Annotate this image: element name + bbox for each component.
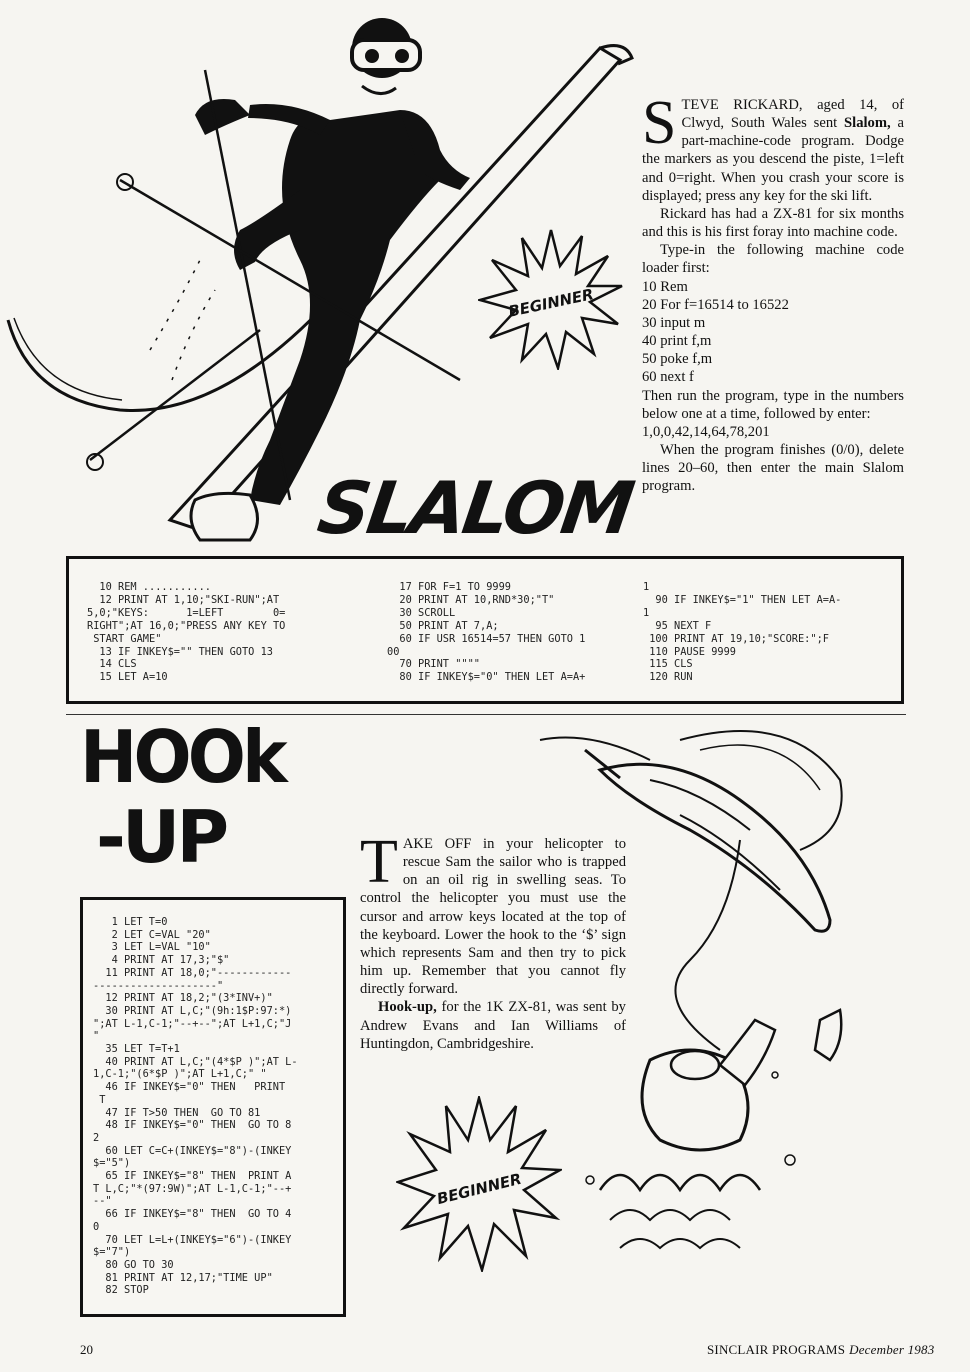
slalom-dropcap: S (642, 89, 677, 157)
slalom-para5: When the program finishes (0/0), delete lines 20–60, then enter the main Slalom program. (642, 441, 904, 495)
slalom-listing (66, 556, 904, 704)
slalom-intro-bold: Slalom, (844, 115, 891, 132)
slalom-para3: Type-in the following machine code loader first: (642, 242, 904, 277)
page-number: 20 (80, 1342, 93, 1357)
slalom-para2: Rickard has had a ZX-81 for six months and this is his first foray into machine code. (642, 205, 904, 241)
beginner-badge-label: BEGINNER (435, 1169, 524, 1209)
loader-line: 20 For f=16514 to 16522 (642, 296, 789, 313)
beginner-badge-label: BEGINNER (506, 285, 596, 321)
slalom-intro-lead: TEVE RICKARD, aged 14, of Clwyd, South Wales sent (681, 97, 904, 132)
magazine-name: SINCLAIR PROGRAMS (707, 1342, 846, 1357)
slalom-machine-code-numbers: 1,0,0,42,14,64,78,201 (642, 423, 770, 440)
beginner-badge-slalom (478, 228, 624, 370)
slalom-listing-col-1: 10 REM ........... 12 PRINT AT 1,10;"SKI-RUN";AT 5,0;"KEYS: 1=LEFT 0= RIGHT";AT 16,0;"PRESS ANY KEY TO START GAME" 13 IF INKEY$="" THEN GOTO 13 14 CLS 15 LET A=10 (87, 581, 286, 684)
hookup-listing-code: 1 LET T=0 2 LET C=VAL "20" 3 LET L=VAL "10" 4 PRINT AT 17,3;"$" 11 PRINT AT 18,0;"------------ --------------------" 12 PRINT AT 18,2;"(3*INV+)" 30 PRINT AT L,C;"(9h:1$P:97:*) ";AT L-1,C-1;"--+--";AT L+1,C;"J " 35 LET T=T+1 40 PRINT AT L,C;"(4*$P )";AT L- 1,C-1;"(6*$P )";AT L+1,C;" " 46 IF INKEY$="0" THEN PRINT T 47 IF T>50 THEN GO TO 81 48 IF INKEY$="0" THEN GO TO 8 2 60 LET C=C+(INKEY$="8")-(INKEY $="5") 65 IF INKEY$="8" THEN PRINT A T L,C;"*(97:9W)";AT L-1,C-1;"--+ --" 66 IF INKEY$="8" THEN GO TO 4 0 70 LET L=L+(INKEY$="6")-(INKEY $="7") 80 GO TO 30 81 PRINT AT 12,17;"TIME UP" 82 STOP (93, 916, 298, 1297)
loader-line: 40 print f,m (642, 333, 712, 350)
slalom-listing-col-3: 1 90 IF INKEY$="1" THEN LET A=A- 1 95 NEXT F 100 PRINT AT 19,10;"SCORE:";F 110 PAUSE 9999 115 CLS 120 RUN (643, 581, 842, 684)
beginner-badge-hookup (396, 1096, 562, 1272)
magazine-footer (707, 1342, 934, 1358)
slalom-para4: Then run the program, type in the numbers below one at a time, followed by enter: (642, 387, 904, 422)
issue-date: December 1983 (849, 1342, 935, 1357)
slalom-intro-rest: a part-machine-code program. Dodge the markers as you descend the piste, 1=left and 0=right. When you crash your score is displayed; press any key for the ski lift. (642, 115, 904, 204)
hookup-listing (80, 897, 346, 1317)
hookup-para2-rest: for the 1K ZX-81, was sent by Andrew Evans and Ian Williams of Huntingdon, Cambridgeshire. (360, 999, 626, 1052)
slalom-article (642, 89, 904, 495)
loader-line: 50 poke f,m (642, 351, 713, 368)
hookup-dropcap: T (360, 828, 398, 896)
hookup-para2-bold: Hook-up, (378, 999, 437, 1016)
hookup-article (360, 828, 626, 1053)
loader-line: 30 input m (642, 314, 706, 331)
hookup-para1: AKE OFF in your helicopter to rescue Sam the sailor who is trapped on an oil rig in swelling seas. To control the helicopter you must use the cursor and arrow keys located at the top of the keyboard. Lower the hook to the ‘$’ sign which represents Sam and then try to pick him up. Remember that you cannot fly directly forward. (360, 836, 626, 998)
slalom-title: SLALOM (313, 466, 637, 550)
hookup-title-line1: HOOk (80, 715, 284, 799)
loader-line: 10 Rem (642, 278, 688, 295)
slalom-listing-col-2: 17 FOR F=1 TO 9999 20 PRINT AT 10,RND*30;"T" 30 SCROLL 50 PRINT AT 7,A; 60 IF USR 16514=57 THEN GOTO 1 00 70 PRINT """" 80 IF INKEY$="0" THEN LET A=A+ (387, 581, 586, 684)
hookup-title-line2: -UP (96, 795, 226, 879)
loader-line: 60 next f (642, 369, 694, 386)
